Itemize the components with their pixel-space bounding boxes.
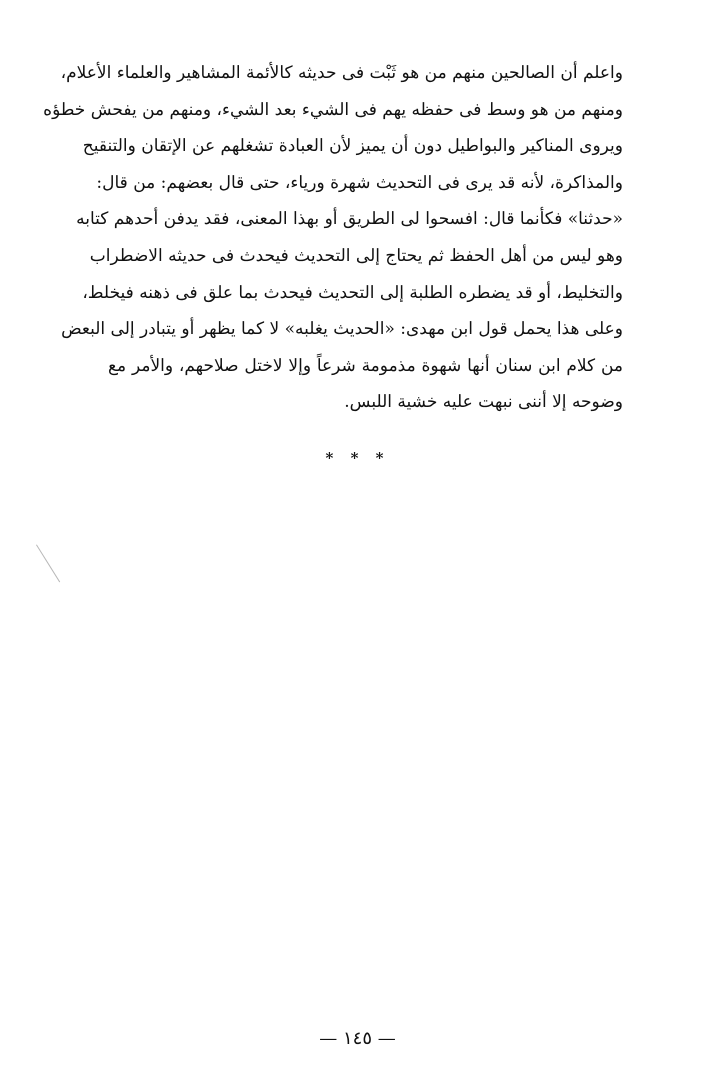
text-line-6: وهو ليس من أهل الحفظ ثم يحتاج إلى التحديث فيحدث فى حديثه الاضطراب <box>89 245 623 266</box>
text-line-7: والتخليط، أو قد يضطره الطلبة إلى التحديث فيحدث بما علق فى ذهنه فيخلط، <box>82 282 623 303</box>
body-text <box>43 55 623 421</box>
text-line-1: واعلم أن الصالحين منهم من هو ثَبْت فى حديثه كالأئمة المشاهير والعلماء الأعلام، <box>60 63 623 83</box>
text-line-3: ويروى المناكير والبواطيل دون أن يميز لأن العبادة تشغلهم عن الإتقان والتنقيح <box>82 136 623 157</box>
text-line-2: ومنهم من هو وسط فى حفظه يهم فى الشيء بعد الشيء، ومنهم من يفحش خطؤه <box>43 99 623 120</box>
text-line-4: والمذاكرة، لأنه قد يرى فى التحديث شهرة ورياء، حتى قال بعضهم: من قال: <box>96 172 623 193</box>
text-line-8: وعلى هذا يحمل قول ابن مهدى: «الحديث يغلبه» لا كما يظهر أو يتبادر إلى البعض <box>61 319 623 340</box>
text-line-10: وضوحه إلا أننى نبهت عليه خشية اللبس. <box>344 392 623 413</box>
margin-pencil-mark <box>36 544 60 582</box>
section-separator: * * * <box>325 449 390 467</box>
text-line-9: من كلام ابن سنان أنها شهوة مذمومة شرعاً وإلا لاختل صلاحهم، والأمر مع <box>108 355 623 376</box>
page-number: — ١٤٥ — <box>319 1028 396 1049</box>
text-line-5: «حدثنا» فكأنما قال: افسحوا لى الطريق أو بهذا المعنى، فقد يدفن أحدهم كتابه <box>76 209 623 230</box>
